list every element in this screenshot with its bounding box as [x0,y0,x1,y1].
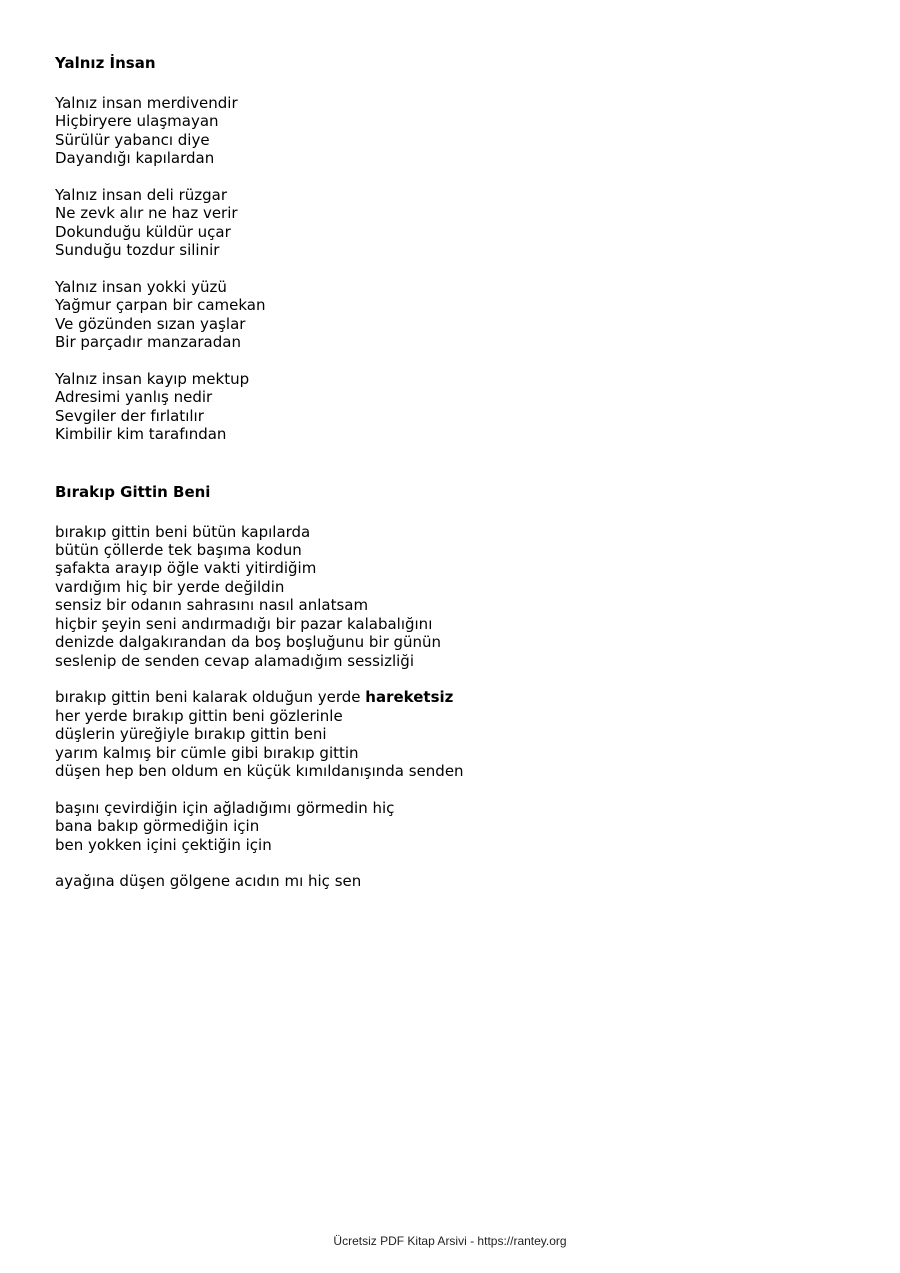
poem-line: Yalnız insan yokki yüzü [55,278,227,297]
poem-line: Sunduğu tozdur silinir [55,241,220,260]
poem-line: Sevgiler der fırlatılır [55,406,204,425]
stanza [55,186,855,260]
bold-word: hareketsiz [365,688,454,707]
stanza [55,94,855,168]
poem-line: düşlerin yüreğiyle bırakıp gittin beni [55,725,327,744]
poem-line: Adresimi yanlış nedir [55,388,213,407]
poem-line: Ve gözünden sızan yaşlar [55,314,246,333]
stanza [55,688,855,780]
stanza [55,799,855,854]
poem-line: Hiçbiryere ulaşmayan [55,112,219,131]
poem-line: bana bakıp görmediğin için [55,817,260,836]
poem-birakip-gittin-beni [55,482,855,891]
stanza [55,278,855,352]
poem-line: Kimbilir kim tarafından [55,425,227,444]
poem-line: Sürülür yabancı diye [55,130,210,149]
poem-line: seslenip de senden cevap alamadığım sessizliği [55,651,414,670]
poem-line: bütün çöllerde tek başıma kodun [55,541,302,560]
poem-yalniz-insan [55,53,855,444]
poem-line: Yalnız insan deli rüzgar [55,186,228,205]
poem-line: sensiz bir odanın sahrasını nasıl anlatsam [55,596,369,615]
poem-line: Bir parçadır manzaradan [55,333,241,352]
poem-line: vardığım hiç bir yerde değildin [55,577,285,596]
poem-line: ayağına düşen gölgene acıdın mı hiç sen [55,872,362,891]
poem-line: şafakta arayıp öğle vakti yitirdiğim [55,559,317,578]
poem-line [55,688,855,706]
poem-line: yarım kalmış bir cümle gibi bırakıp gittin [55,743,359,762]
poem-line: Dayandığı kapılardan [55,149,215,168]
stanza [55,370,855,444]
poem-line: denizde dalgakırandan da boş boşluğunu bir günün [55,633,442,652]
poem-line-text: bırakıp gittin beni kalarak olduğun yerde [55,688,361,707]
poem-line: bırakıp gittin beni bütün kapılarda [55,522,311,541]
poem-line: hiçbir şeyin seni andırmadığı bir pazar kalabalığını [55,614,433,633]
poem-title: Bırakıp Gittin Beni [55,482,211,501]
stanza [55,872,855,890]
poem-line: Yalnız insan merdivendir [55,94,238,112]
poem-line: düşen hep ben oldum en küçük kımıldanışında senden [55,761,464,780]
poem-line: her yerde bırakıp gittin beni gözlerinle [55,706,343,725]
poem-line: Dokunduğu küldür uçar [55,222,231,241]
page-footer: Ücretsiz PDF Kitap Arsivi - https://rantey.org [333,1234,567,1248]
document-page [55,53,855,891]
poem-title: Yalnız İnsan [55,54,156,72]
poem-line: Yalnız insan kayıp mektup [55,370,250,389]
poem-line: başını çevirdiğin için ağladığımı görmedin hiç [55,798,395,817]
poem-line: ben yokken içini çektiğin için [55,835,272,854]
poem-line: Ne zevk alır ne haz verir [55,204,238,223]
poem-line: Yağmur çarpan bir camekan [55,296,266,315]
stanza [55,523,855,670]
